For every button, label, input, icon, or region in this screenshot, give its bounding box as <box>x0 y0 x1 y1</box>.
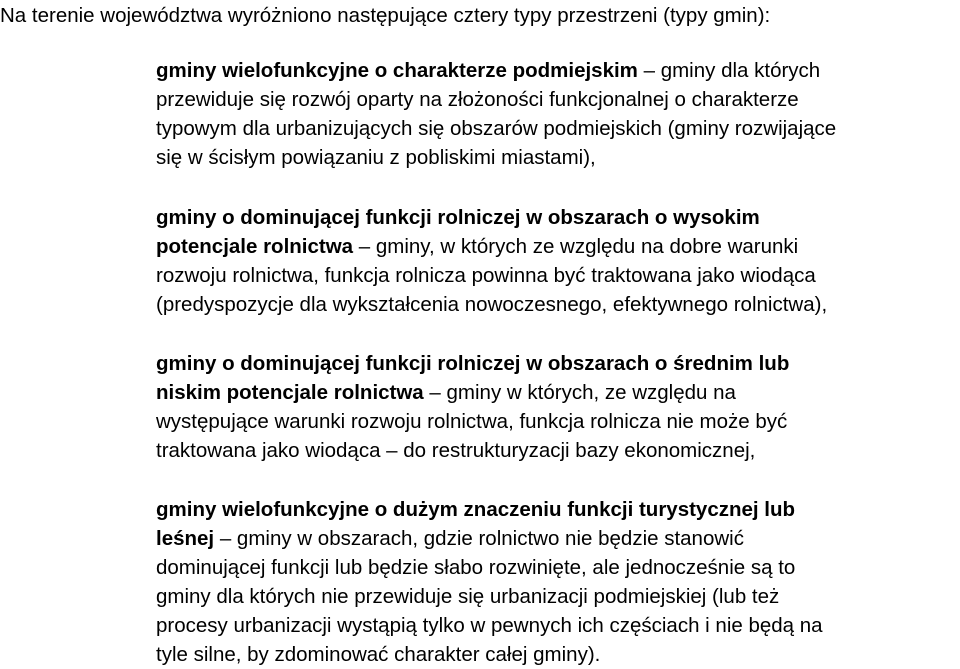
item-term: gminy wielofunkcyjne o charakterze podmiejskim <box>156 59 638 82</box>
item-text: traktowana jako wiodąca – do restrukturyzacji bazy ekonomicznej, <box>156 439 756 462</box>
item-line <box>156 495 956 524</box>
item-line <box>156 290 956 319</box>
item-line <box>156 261 956 290</box>
item-term: potencjale rolnictwa <box>156 235 354 258</box>
item-text: – gminy w których, ze względu na <box>423 381 736 404</box>
item-line <box>156 553 956 582</box>
item-text: gminy dla których nie przewiduje się urbanizacji podmiejskiej (lub też <box>156 585 780 608</box>
item-line <box>156 114 956 143</box>
intro-paragraph: Na terenie województwa wyróżniono następujące cztery typy przestrzeni (typy gmin): <box>0 4 771 27</box>
item-text: – gminy w obszarach, gdzie rolnictwo nie będzie stanowić <box>214 527 744 550</box>
item-text: typowym dla urbanizujących się obszarów podmiejskich (gminy rozwijające <box>156 117 837 140</box>
item-text: przewiduje się rozwój oparty na złożoności funkcjonalnej o charakterze <box>156 88 799 111</box>
gmina-type-item <box>156 495 956 669</box>
item-text: występujące warunki rozwoju rolnictwa, funkcja rolnicza nie może być <box>156 410 788 433</box>
item-line <box>156 582 956 611</box>
gmina-type-item <box>156 56 956 172</box>
item-text: się w ścisłym powiązaniu z pobliskimi miastami), <box>156 146 596 169</box>
item-term: niskim potencjale rolnictwa <box>156 381 424 404</box>
item-term: gminy o dominującej funkcji rolniczej w obszarach o wysokim <box>156 206 760 229</box>
item-term: gminy o dominującej funkcji rolniczej w obszarach o średnim lub <box>156 352 790 375</box>
item-line <box>156 232 956 261</box>
item-line <box>156 640 956 669</box>
item-line <box>156 378 956 407</box>
item-term: leśnej <box>156 527 215 550</box>
item-text: – gminy, w których ze względu na dobre warunki <box>353 235 799 258</box>
item-term: gminy wielofunkcyjne o dużym znaczeniu funkcji turystycznej lub <box>156 498 796 521</box>
item-line <box>156 349 956 378</box>
item-text: dominującej funkcji lub będzie słabo rozwinięte, ale jednocześnie są to <box>156 556 796 579</box>
item-line <box>156 436 956 465</box>
item-text: procesy urbanizacji wystąpią tylko w pewnych ich częściach i nie będą na <box>156 614 823 637</box>
gmina-type-item <box>156 349 956 465</box>
item-text: rozwoju rolnictwa, funkcja rolnicza powinna być traktowana jako wiodąca <box>156 264 816 287</box>
gmina-type-item <box>156 203 956 319</box>
item-line <box>156 611 956 640</box>
item-line <box>156 56 956 85</box>
item-line <box>156 203 956 232</box>
item-text: (predyspozycje dla wykształcenia nowoczesnego, efektywnego rolnictwa), <box>156 293 828 316</box>
item-line <box>156 85 956 114</box>
item-line <box>156 407 956 436</box>
item-text: tyle silne, by zdominować charakter całej gminy). <box>156 643 601 666</box>
item-line <box>156 143 956 172</box>
item-text: – gminy dla których <box>637 59 821 82</box>
item-line <box>156 524 956 553</box>
